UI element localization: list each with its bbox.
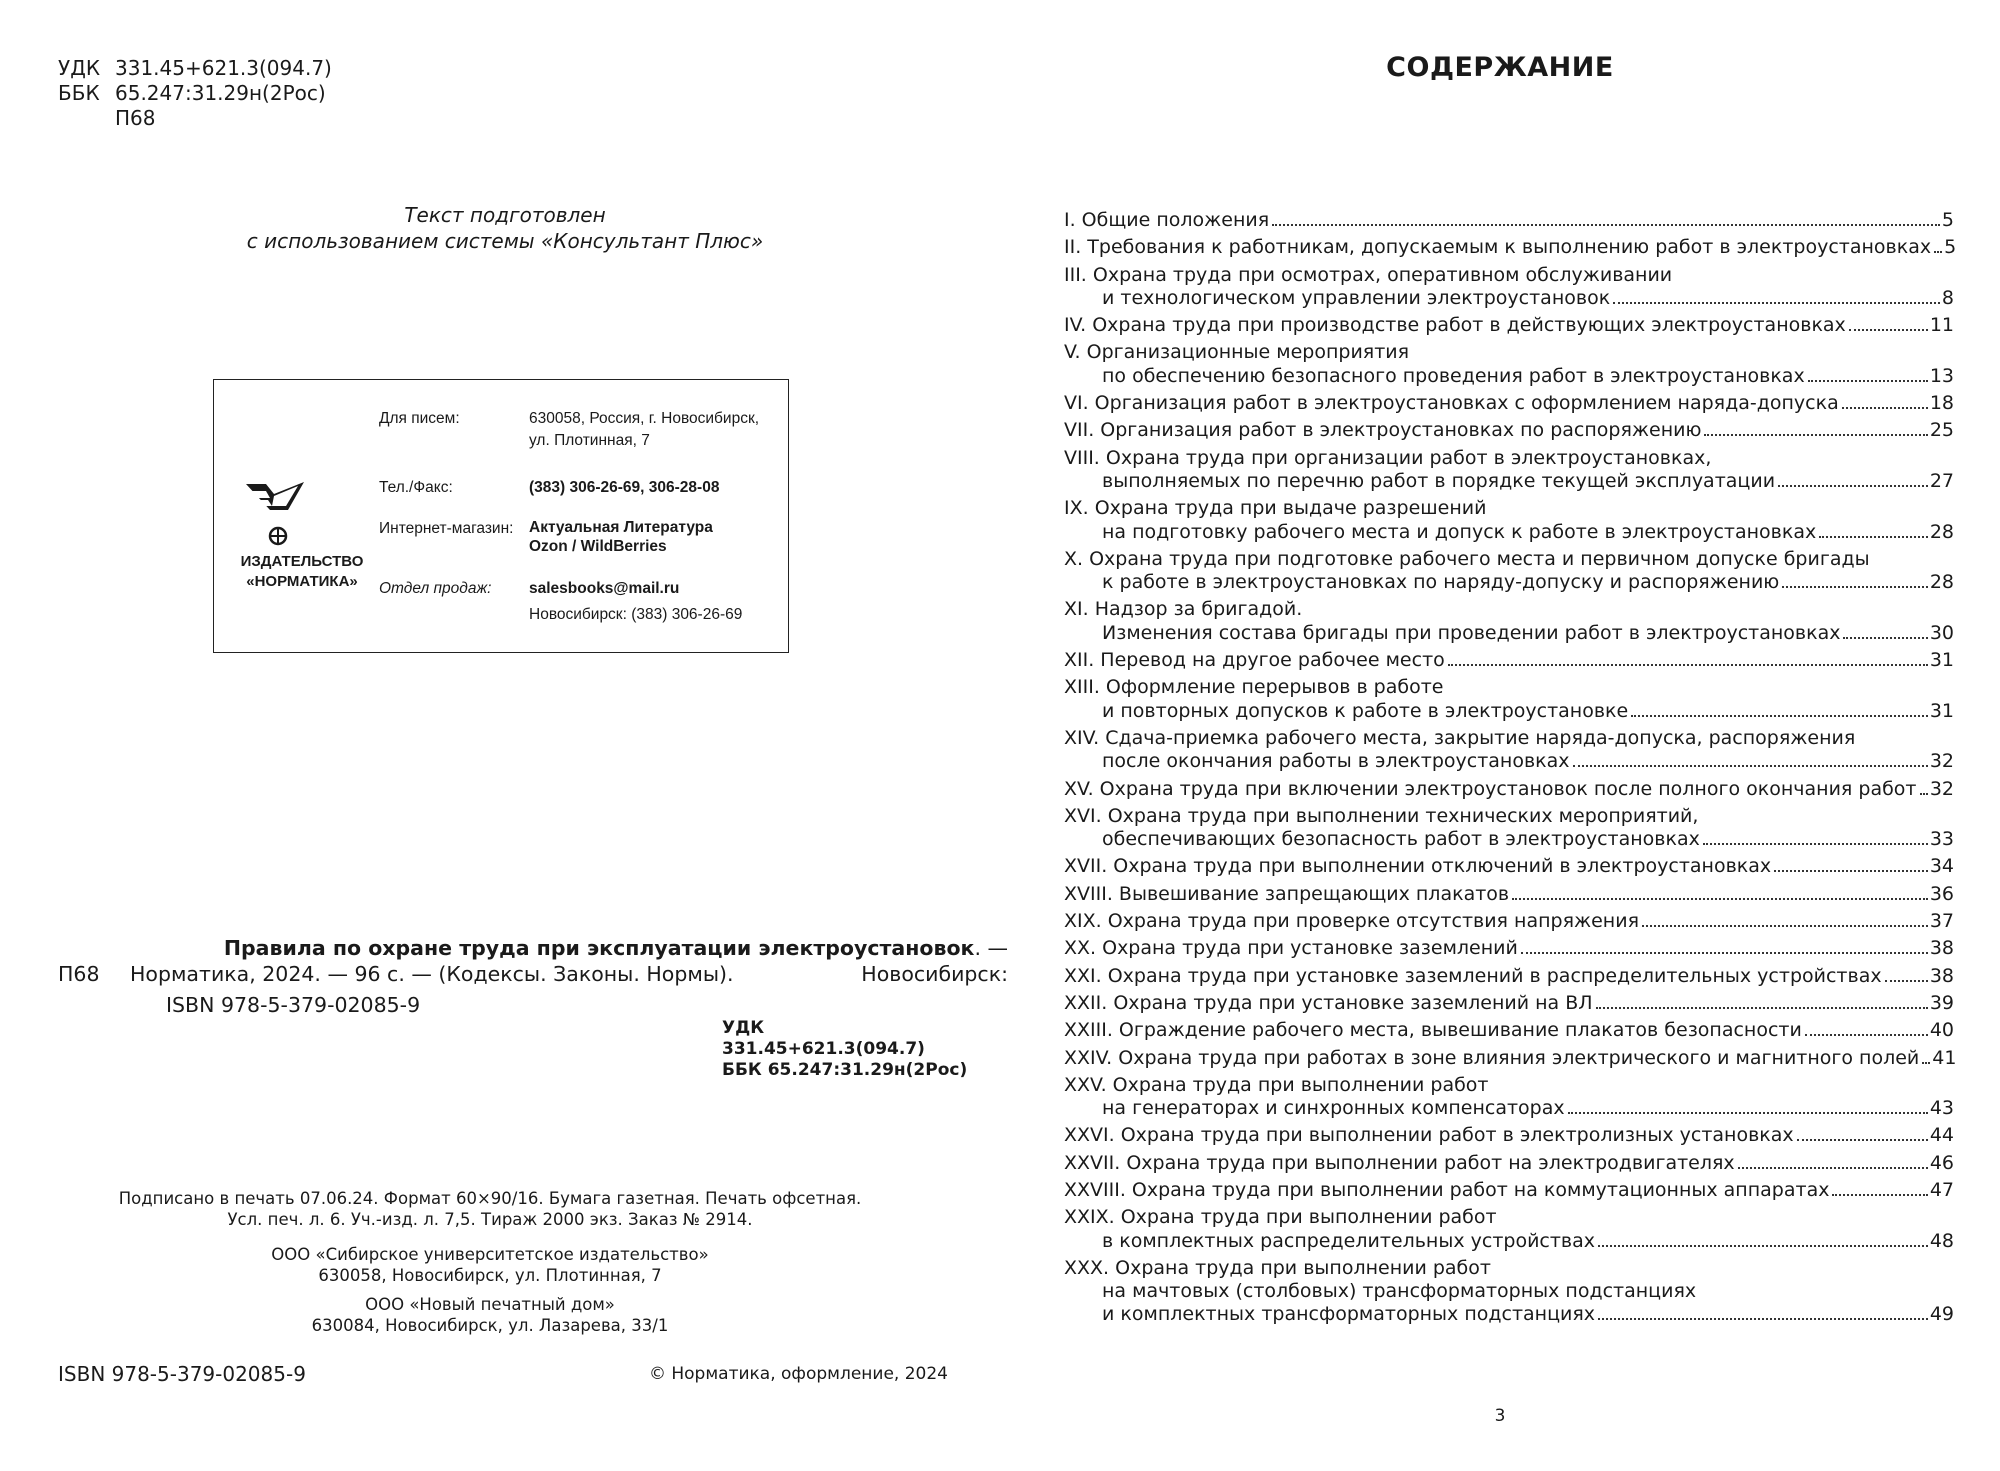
toc-dot-leader xyxy=(1782,586,1928,588)
toc-page-number: 33 xyxy=(1929,828,1954,851)
toc-entry-line xyxy=(1064,805,1954,828)
toc-dot-leader xyxy=(1573,765,1928,767)
toc-entry-text: выполняемых по перечню работ в порядке текущей эксплуатации xyxy=(1102,469,1776,492)
toc-page-number: 31 xyxy=(1929,699,1954,722)
toc-entry[interactable] xyxy=(1064,548,1954,595)
bibliographic-mark: П68 xyxy=(58,962,100,986)
udk-block xyxy=(58,56,332,131)
book-title-rest: . — Новосибирск: xyxy=(861,936,1008,986)
toc-dot-leader xyxy=(1642,925,1928,927)
publisher-name-line: «НОРМАТИКА» xyxy=(246,573,358,590)
toc-entry[interactable] xyxy=(1064,314,1954,337)
toc-entry-text: и технологическом управлении электроустановок xyxy=(1102,286,1611,309)
toc-entry-text: XXX. Охрана труда при выполнении работ xyxy=(1064,1256,1491,1279)
toc-page-number: 32 xyxy=(1929,777,1954,800)
udk-label: УДК xyxy=(58,56,101,80)
toc-entry[interactable] xyxy=(1064,1152,1954,1175)
toc-entry[interactable] xyxy=(1064,341,1954,388)
toc-page-number: 30 xyxy=(1929,621,1954,644)
toc-entry-line xyxy=(1064,447,1954,470)
toc-entry-text: VII. Организация работ в электроустановках по распоряжению xyxy=(1064,419,1702,442)
toc-page-number: 28 xyxy=(1929,571,1954,594)
toc-dot-leader xyxy=(1922,1062,1930,1064)
toc-page-number: 37 xyxy=(1929,910,1954,933)
toc-dot-leader xyxy=(1598,1318,1928,1320)
toc-page-number: 47 xyxy=(1929,1178,1954,1201)
toc-entry-last-line xyxy=(1064,965,1954,988)
toc-entry-text: в комплектных распределительных устройствах xyxy=(1102,1229,1596,1252)
toc-dot-leader xyxy=(1568,1112,1928,1114)
toc-entry-text: XV. Охрана труда при включении электроустановок после полного окончания работ xyxy=(1064,777,1917,800)
printer-line: ООО «Новый печатный дом» xyxy=(365,1295,615,1314)
toc-entry-text: VIII. Охрана труда при организации работ в электроустановках, xyxy=(1064,446,1712,469)
toc-entry-line xyxy=(1064,598,1954,621)
toc-entry-text: к работе в электроустановках по наряду-допуску и распоряжению xyxy=(1102,571,1780,594)
printer-line: ООО «Сибирское университетское издательство» xyxy=(271,1245,709,1264)
toc-dot-leader xyxy=(1272,224,1940,226)
toc-dot-leader xyxy=(1613,302,1940,304)
toc-entry[interactable] xyxy=(1064,1046,1957,1070)
footer-isbn: ISBN 978-5-379-02085-9 xyxy=(58,1362,306,1386)
toc-dot-leader xyxy=(1819,536,1928,538)
toc-entry[interactable] xyxy=(1064,676,1954,723)
toc-entry-text: и комплектных трансформаторных подстанциях xyxy=(1102,1303,1596,1326)
toc-entry-line xyxy=(1064,1280,1954,1303)
toc-entry[interactable] xyxy=(1064,264,1954,311)
toc-entry-text: Изменения состава бригады при проведении работ в электроустановках xyxy=(1102,621,1841,644)
toc-dot-leader xyxy=(1920,793,1928,795)
toc-entry[interactable] xyxy=(1064,1257,1954,1327)
letters-label: Для писем: xyxy=(379,410,460,427)
toc-dot-leader xyxy=(1774,870,1928,872)
toc-entry-last-line xyxy=(1064,1046,1957,1070)
printer-1 xyxy=(90,1244,890,1286)
toc-entry-text: XXI. Охрана труда при установке заземлений в распределительных устройствах xyxy=(1064,964,1882,987)
shop-value-line: Актуальная Литература xyxy=(529,519,713,536)
toc-entry-text: IV. Охрана труда при производстве работ в действующих электроустановках xyxy=(1064,314,1846,337)
toc-page-number: 48 xyxy=(1929,1229,1954,1252)
toc-entry-text: III. Охрана труда при осмотрах, оперативном обслуживании xyxy=(1064,263,1673,286)
toc-page-number: 18 xyxy=(1929,392,1954,415)
toc-dot-leader xyxy=(1512,898,1928,900)
bbk-value: 65.247:31.29н(2Рос) xyxy=(115,81,326,105)
toc-entry-last-line xyxy=(1064,883,1954,906)
toc-entry-text: XXV. Охрана труда при выполнении работ xyxy=(1064,1073,1489,1096)
toc-entry[interactable] xyxy=(1064,392,1954,415)
toc-entry-line xyxy=(1064,264,1954,287)
toc-dot-leader xyxy=(1832,1194,1927,1196)
toc-page-number: 11 xyxy=(1929,314,1954,337)
toc-entry-text: на мачтовых (столбовых) трансформаторных подстанциях xyxy=(1102,1280,1697,1303)
shop-value-line: Ozon / WildBerries xyxy=(529,538,667,555)
toc-entry-text: и повторных допусков к работе в электроустановке xyxy=(1102,699,1629,722)
toc-entry-last-line xyxy=(1064,778,1954,801)
toc-entry-text: обеспечивающих безопасность работ в электроустановках xyxy=(1102,828,1700,851)
toc-entry-last-line xyxy=(1064,910,1954,933)
toc-entry-last-line xyxy=(1064,855,1954,878)
toc-dot-leader xyxy=(1797,1139,1928,1141)
toc-entry-text: X. Охрана труда при подготовке рабочего места и первичном допуске бригады xyxy=(1064,547,1870,570)
toc-entry[interactable] xyxy=(1064,1206,1954,1253)
prepared-note-line: с использованием системы «Консультант Плюс» xyxy=(246,229,764,253)
toc-entry-text: XII. Перевод на другое рабочее место xyxy=(1064,649,1445,672)
toc-entry-text: XXIII. Ограждение рабочего места, вывешивание плакатов безопасности xyxy=(1064,1019,1802,1042)
toc-entry-text: II. Требования к работникам, допускаемым к выполнению работ в электроустановках xyxy=(1064,236,1932,259)
toc-page-number: 40 xyxy=(1929,1019,1954,1042)
toc-entry-last-line xyxy=(1064,700,1954,723)
toc-entry-last-line xyxy=(1064,365,1954,388)
toc-entry-text: XXVII. Охрана труда при выполнении работ на электродвигателях xyxy=(1064,1151,1735,1174)
toc-entry-last-line xyxy=(1064,750,1954,773)
toc-entry-last-line xyxy=(1064,287,1954,310)
toc-dot-leader xyxy=(1778,485,1928,487)
toc-entry-last-line xyxy=(1064,828,1954,851)
sales-label: Отдел продаж: xyxy=(379,580,492,597)
toc-dot-leader xyxy=(1934,251,1942,253)
letters-value xyxy=(529,408,799,452)
toc-page-number: 25 xyxy=(1929,419,1954,442)
toc-page-number: 34 xyxy=(1929,855,1954,878)
toc-dot-leader xyxy=(1805,1034,1928,1036)
author-mark: П68 xyxy=(115,106,156,130)
toc-entry-last-line xyxy=(1064,314,1954,337)
toc-page-number: 13 xyxy=(1929,364,1954,387)
toc-entry-text: XIII. Оформление перерывов в работе xyxy=(1064,676,1444,699)
toc-entry-last-line xyxy=(1064,1019,1954,1042)
shop-value xyxy=(529,518,799,556)
toc-entry[interactable] xyxy=(1064,992,1954,1015)
toc-entry[interactable] xyxy=(1064,805,1954,852)
prepared-note-line: Текст подготовлен xyxy=(404,203,606,227)
bibliographic-publication-line: Норматика, 2024. — 96 с. — (Кодексы. Законы. Нормы). xyxy=(130,962,734,986)
sales-value xyxy=(529,578,799,626)
page-number: 3 xyxy=(1494,1406,1506,1426)
toc-entry-line xyxy=(1064,676,1954,699)
toc-dot-leader xyxy=(1849,329,1928,331)
toc-entry[interactable] xyxy=(1064,1179,1954,1202)
toc-page-number: 5 xyxy=(1944,236,1957,259)
toc-entry-text: XXIV. Охрана труда при работах в зоне влияния электрического и магнитного полей xyxy=(1064,1046,1920,1069)
toc-page-number: 43 xyxy=(1929,1097,1954,1120)
phone-label: Тел./Факс: xyxy=(379,479,453,496)
toc-dot-leader xyxy=(1521,952,1928,954)
udk-bold-line: УДК xyxy=(722,1018,765,1038)
toc-entry[interactable] xyxy=(1064,497,1954,544)
toc-entry-line xyxy=(1064,341,1954,364)
toc-entry-last-line xyxy=(1064,1152,1954,1175)
toc-entry-line xyxy=(1064,497,1954,520)
publisher-name xyxy=(228,552,376,592)
toc-dot-leader xyxy=(1704,434,1927,436)
toc-entry-last-line xyxy=(1064,1179,1954,1202)
toc-page-number: 46 xyxy=(1929,1151,1954,1174)
toc-entry-text: IX. Охрана труда при выдаче разрешений xyxy=(1064,497,1487,520)
book-title: Правила по охране труда при эксплуатации электроустановок xyxy=(223,936,975,960)
toc-page-number: 49 xyxy=(1929,1303,1954,1326)
toc-entry-last-line xyxy=(1064,419,1954,442)
toc-dot-leader xyxy=(1596,1007,1928,1009)
toc-entry-last-line xyxy=(1064,1230,1954,1253)
toc-entry-last-line xyxy=(1064,1124,1954,1147)
toc-entry-last-line xyxy=(1064,649,1954,672)
toc-entry-text: XXII. Охрана труда при установке заземлений на ВЛ xyxy=(1064,991,1593,1014)
toc-entry-last-line xyxy=(1064,622,1954,645)
toc-entry-text: V. Организационные мероприятия xyxy=(1064,341,1410,364)
toc-entry-last-line xyxy=(1064,992,1954,1015)
toc-dot-leader xyxy=(1703,843,1928,845)
toc-page-number: 32 xyxy=(1929,750,1954,773)
toc-entry[interactable] xyxy=(1064,1074,1954,1121)
toc-entry-text: XVII. Охрана труда при выполнении отключений в электроустановках xyxy=(1064,855,1772,878)
toc-entry-last-line xyxy=(1064,209,1954,232)
toc-page-number: 38 xyxy=(1929,964,1954,987)
toc-dot-leader xyxy=(1842,407,1928,409)
toc-page-number: 38 xyxy=(1929,937,1954,960)
toc-entry-last-line xyxy=(1064,937,1954,960)
footer-copyright: © Норматика, оформление, 2024 xyxy=(648,1364,948,1384)
shop-label: Интернет-магазин: xyxy=(379,520,514,537)
prepared-note xyxy=(225,202,785,254)
printer-2 xyxy=(90,1294,890,1336)
toc-entry-text: XI. Надзор за бригадой. xyxy=(1064,598,1303,621)
toc-entry[interactable] xyxy=(1064,649,1954,672)
toc-entry[interactable] xyxy=(1064,727,1954,774)
toc-dot-leader xyxy=(1738,1167,1928,1169)
toc-entry[interactable] xyxy=(1064,236,1957,259)
toc-entry-last-line xyxy=(1064,236,1957,259)
toc-entry-text: по обеспечению безопасного проведения работ в электроустановках xyxy=(1102,364,1805,387)
toc-dot-leader xyxy=(1598,1245,1928,1247)
toc-title: СОДЕРЖАНИЕ xyxy=(1386,52,1614,83)
toc-dot-leader xyxy=(1808,380,1928,382)
toc-entry[interactable] xyxy=(1064,883,1954,906)
bbk-label: ББК xyxy=(58,81,100,105)
toc-entry[interactable] xyxy=(1064,598,1954,645)
sales-phone: Новосибирск: (383) 306-26-69 xyxy=(529,606,743,623)
toc-dot-leader xyxy=(1631,715,1928,717)
toc-entry[interactable] xyxy=(1064,778,1954,801)
toc-page-number: 31 xyxy=(1929,649,1954,672)
sales-email: salesbooks@mail.ru xyxy=(529,580,680,597)
toc-entry[interactable] xyxy=(1064,447,1954,494)
toc-entry-text: XXIX. Охрана труда при выполнении работ xyxy=(1064,1206,1497,1229)
toc-page-number: 44 xyxy=(1929,1124,1954,1147)
toc-dot-leader xyxy=(1885,980,1928,982)
toc-entry-line xyxy=(1064,1206,1954,1229)
toc-page-number: 36 xyxy=(1929,882,1954,905)
toc-entry-text: XX. Охрана труда при установке заземлений xyxy=(1064,937,1518,960)
toc-page-number: 41 xyxy=(1932,1046,1957,1069)
toc-entry[interactable] xyxy=(1064,419,1954,442)
letters-value-line: 630058, Россия, г. Новосибирск, xyxy=(529,410,760,427)
toc-entry[interactable] xyxy=(1064,1019,1954,1042)
toc-entry-last-line xyxy=(1064,521,1954,544)
printer-line: 630058, Новосибирск, ул. Плотинная, 7 xyxy=(318,1266,662,1285)
toc-entry-text: I. Общие положения xyxy=(1064,209,1270,231)
publisher-logo-icon xyxy=(244,472,308,562)
letters-value-line: ул. Плотинная, 7 xyxy=(529,432,650,449)
publisher-name-line: ИЗДАТЕЛЬСТВО xyxy=(240,553,364,570)
table-of-contents xyxy=(1064,209,1957,1331)
toc-entry-text: XXVI. Охрана труда при выполнении работ в электролизных установках xyxy=(1064,1124,1794,1147)
phone-value: (383) 306-26-69, 306-28-08 xyxy=(529,479,720,496)
imprint-line: Усл. печ. л. 6. Уч.-изд. л. 7,5. Тираж 2000 экз. Заказ № 2914. xyxy=(227,1210,753,1229)
toc-entry-last-line xyxy=(1064,470,1954,493)
udk-bold-line: ББК 65.247:31.29н(2Рос) xyxy=(722,1060,968,1080)
toc-dot-leader xyxy=(1448,664,1928,666)
toc-entry-text: XIV. Сдача-приемка рабочего места, закрытие наряда-допуска, распоряжения xyxy=(1064,726,1856,749)
toc-entry[interactable] xyxy=(1064,855,1954,878)
toc-entry[interactable] xyxy=(1064,1124,1954,1147)
imprint-line: Подписано в печать 07.06.24. Формат 60×90/16. Бумага газетная. Печать офсетная. xyxy=(118,1189,862,1208)
toc-entry-text: XVIII. Вывешивание запрещающих плакатов xyxy=(1064,882,1510,905)
toc-entry-last-line xyxy=(1064,1303,1954,1326)
toc-entry-text: XIX. Охрана труда при проверке отсутствия напряжения xyxy=(1064,910,1640,933)
toc-page-number: 8 xyxy=(1941,286,1954,309)
right-page xyxy=(1000,0,2000,1471)
toc-entry-text: XVI. Охрана труда при выполнении технических мероприятий, xyxy=(1064,804,1699,827)
printer-line: 630084, Новосибирск, ул. Лазарева, 33/1 xyxy=(311,1316,669,1335)
udk-bold-line: 331.45+621.3(094.7) xyxy=(722,1039,925,1059)
toc-entry-line xyxy=(1064,1074,1954,1097)
toc-entry[interactable] xyxy=(1064,937,1954,960)
toc-entry-line xyxy=(1064,1257,1954,1280)
toc-entry-text: на генераторах и синхронных компенсаторах xyxy=(1102,1097,1565,1120)
toc-entry-last-line xyxy=(1064,1097,1954,1120)
toc-page-number: 5 xyxy=(1941,209,1954,231)
toc-dot-leader xyxy=(1843,637,1927,639)
toc-entry[interactable] xyxy=(1064,910,1954,933)
toc-entry[interactable] xyxy=(1064,209,1954,232)
toc-page-number: 28 xyxy=(1929,520,1954,543)
udk-bold-block xyxy=(722,1018,967,1081)
toc-page-number: 39 xyxy=(1929,991,1954,1014)
udk-value: 331.45+621.3(094.7) xyxy=(115,56,332,80)
toc-entry-last-line xyxy=(1064,571,1954,594)
imprint-info xyxy=(90,1188,890,1230)
toc-entry-text: после окончания работы в электроустановках xyxy=(1102,750,1570,773)
toc-entry-line xyxy=(1064,727,1954,750)
toc-entry-text: XXVIII. Охрана труда при выполнении работ на коммутационных аппаратах xyxy=(1064,1178,1830,1201)
toc-entry[interactable] xyxy=(1064,965,1954,988)
publisher-card xyxy=(213,379,789,653)
toc-entry-text: VI. Организация работ в электроустановках с оформлением наряда-допуска xyxy=(1064,392,1839,415)
toc-page-number: 27 xyxy=(1929,469,1954,492)
toc-entry-text: на подготовку рабочего места и допуск к работе в электроустановках xyxy=(1102,520,1817,543)
toc-entry-last-line xyxy=(1064,392,1954,415)
toc-entry-line xyxy=(1064,548,1954,571)
bibliographic-isbn: ISBN 978-5-379-02085-9 xyxy=(166,993,421,1017)
